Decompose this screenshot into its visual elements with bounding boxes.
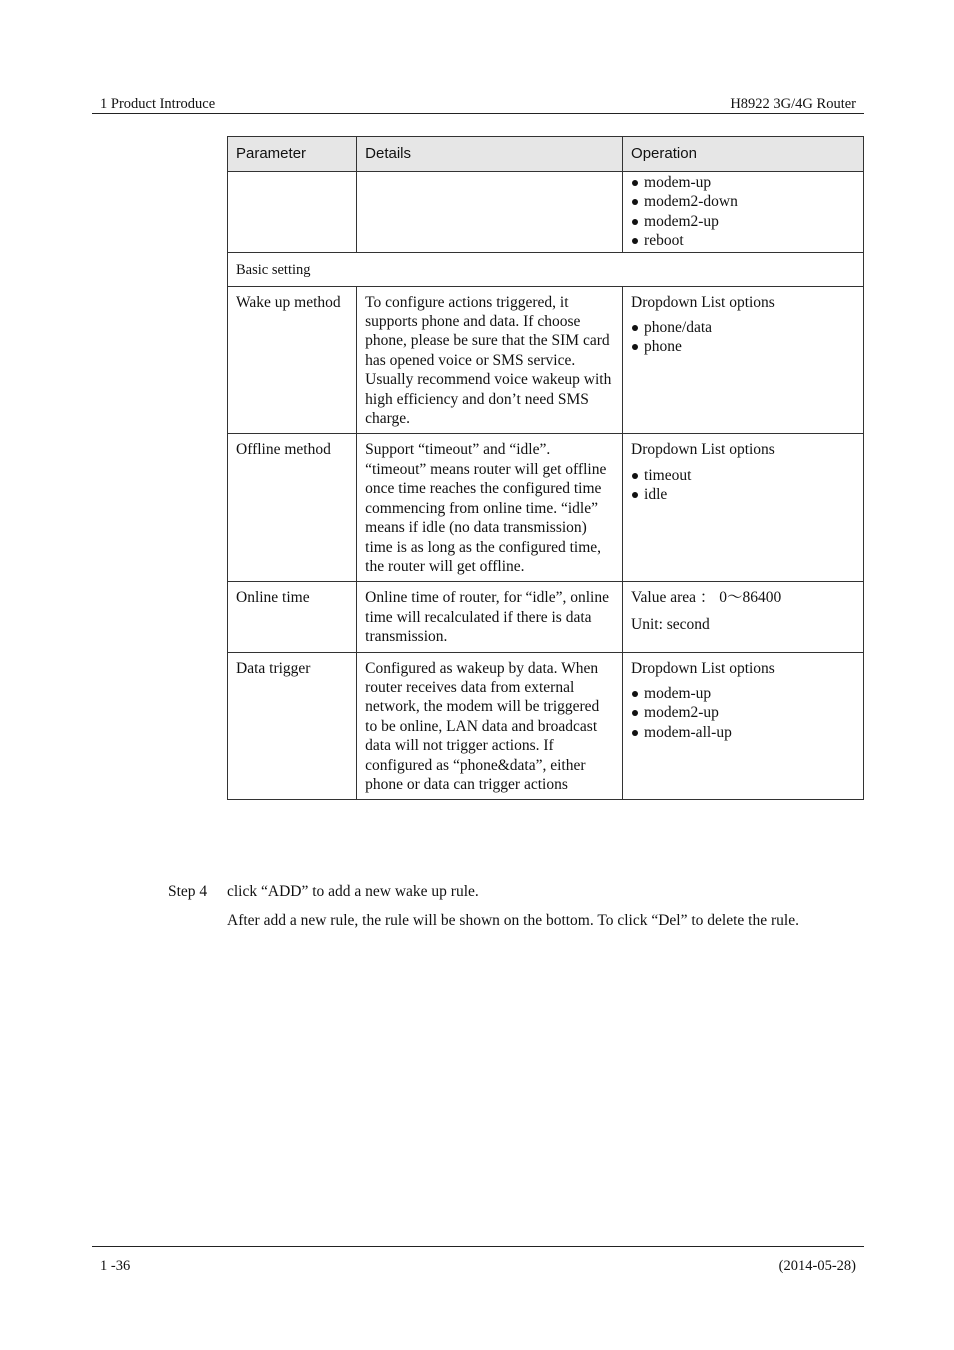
table-header-row: [228, 137, 864, 172]
table-row-wake-up-method: [228, 286, 864, 434]
option-item: modem2-up: [631, 212, 855, 231]
table-row-online-time: [228, 582, 864, 652]
section-title-basic-setting: Basic setting: [228, 252, 864, 286]
option-item: timeout: [631, 466, 855, 485]
operation-title: Dropdown List options: [631, 293, 775, 311]
cell-param-empty: [228, 172, 357, 253]
option-item: modem2-up: [631, 703, 855, 722]
column-header-operation: Operation: [623, 137, 864, 172]
option-item: modem-all-up: [631, 723, 855, 742]
step-note: After add a new rule, the rule will be shown on the bottom. To click “Del” to delete the rule.: [227, 912, 799, 929]
option-item: modem2-down: [631, 192, 855, 211]
footer-rule: [92, 1246, 864, 1247]
parameter-table: [227, 136, 864, 800]
cell-param: Online time: [228, 582, 357, 652]
cell-details-empty: [357, 172, 623, 253]
cell-operation: [623, 652, 864, 800]
option-list: [631, 684, 855, 742]
header-rule: [92, 113, 864, 114]
option-item: modem-up: [631, 173, 855, 192]
option-list: [631, 318, 855, 357]
cell-param: Wake up method: [228, 286, 357, 434]
page-number: 1 -36: [100, 1258, 131, 1274]
cell-operation: [623, 286, 864, 434]
cell-operation: [623, 582, 864, 652]
header-chapter: 1 Product Introduce: [100, 96, 216, 112]
cell-details: Online time of router, for “idle”, online time will recalculated if there is data transmission.: [357, 582, 623, 652]
option-list: [631, 173, 855, 251]
operation-title: Dropdown List options: [631, 441, 775, 459]
option-item: modem-up: [631, 684, 855, 703]
option-item: phone/data: [631, 318, 855, 337]
table-row-offline-method: [228, 434, 864, 582]
cell-details: To configure actions triggered, it supports phone and data. If choose phone, please be sure that the SIM card has opened voice or SMS service. Usually recommend voice wakeup with high efficiency and don’t need SMS charge.: [357, 286, 623, 434]
unit-label: Unit: second: [631, 615, 710, 633]
cell-param: Data trigger: [228, 652, 357, 800]
cell-operation: [623, 172, 864, 253]
cell-operation: [623, 434, 864, 582]
option-item: phone: [631, 337, 855, 356]
cell-param: Offline method: [228, 434, 357, 582]
option-item: idle: [631, 485, 855, 504]
table-row-continued: [228, 172, 864, 253]
cell-details: Support “timeout” and “idle”. “timeout” means router will get offline once time reaches the configured time commencing from online time. “idle” means if idle (no data transmission) time is as long as the configured time, the router will get offline.: [357, 434, 623, 582]
operation-title: Dropdown List options: [631, 659, 775, 677]
step-label: Step 4: [168, 883, 208, 900]
step-instruction: click “ADD” to add a new wake up rule.: [227, 883, 479, 900]
column-header-parameter: Parameter: [228, 137, 357, 172]
value-area: Value area ： 0～86400: [631, 589, 782, 607]
option-item: reboot: [631, 231, 855, 250]
column-header-details: Details: [357, 137, 623, 172]
option-list: [631, 466, 855, 505]
table-row-data-trigger: [228, 652, 864, 800]
cell-details: Configured as wakeup by data. When router receives data from external network, the modem will be triggered to be online, LAN data and broadcast data will not trigger actions. If configured as “phone&data”, either phone or data can trigger actions: [357, 652, 623, 800]
section-row: [228, 252, 864, 286]
header-product: H8922 3G/4G Router: [730, 96, 856, 112]
document-date: (2014-05-28): [778, 1258, 856, 1274]
